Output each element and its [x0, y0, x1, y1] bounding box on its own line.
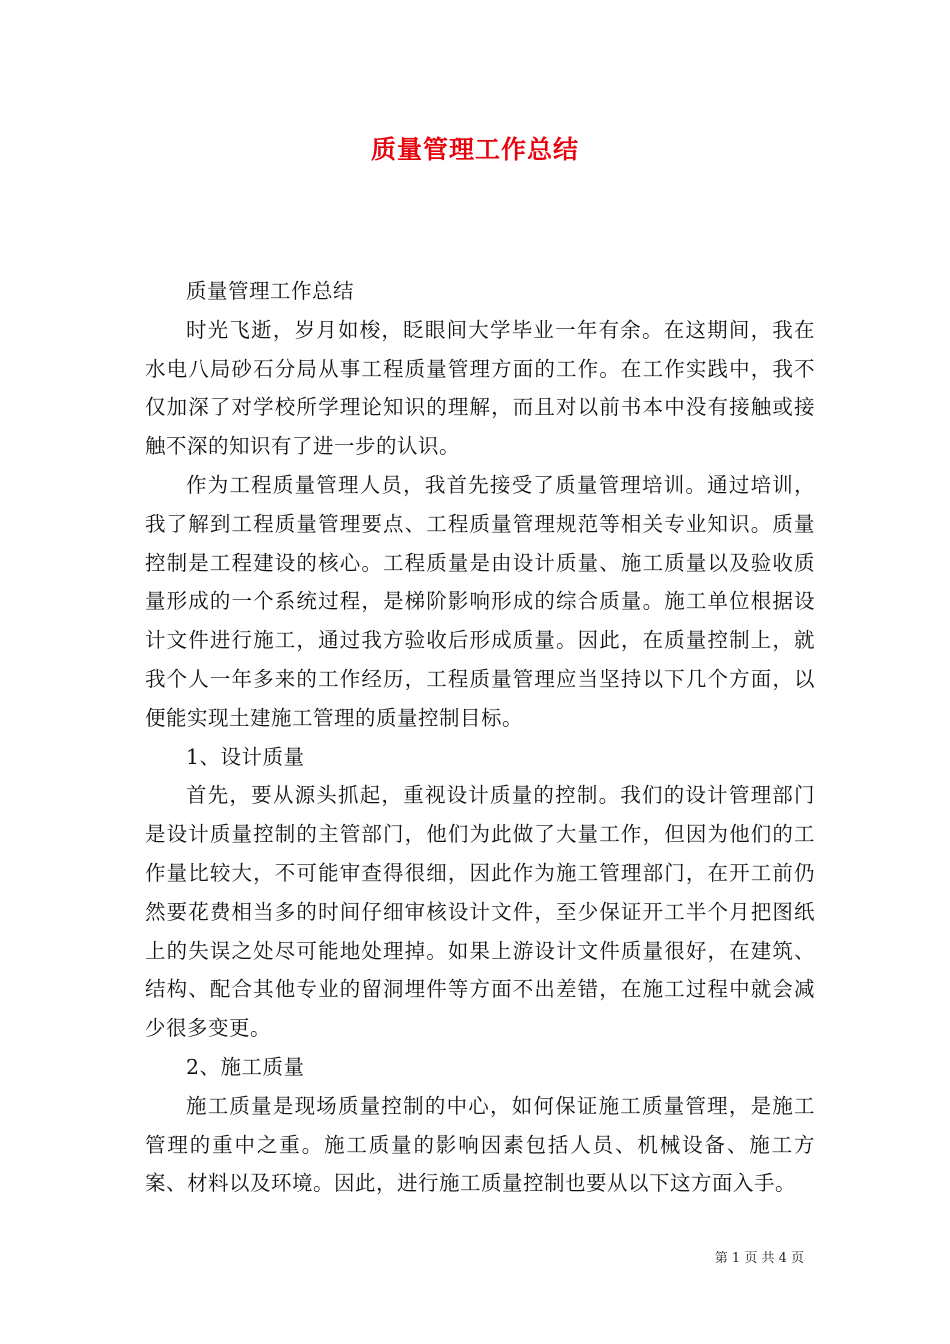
paragraph-subtitle: 质量管理工作总结	[186, 279, 354, 303]
page-title: 质量管理工作总结	[370, 135, 579, 164]
section-heading-design-quality: 1、设计质量	[186, 744, 305, 769]
section-heading-construction-quality: 2、施工质量	[186, 1054, 305, 1079]
paragraph-intro: 时光飞逝，岁月如梭，眨眼间大学毕业一年有余。在这期间，我在水电八局砂石分局从事工程质量管理方面的工作。在工作实践中，我不仅加深了对学校所学理论知识的理解，而且对以前书本中没有接触或接触不深的知识有了进一步的认识。	[145, 317, 815, 459]
page-number: 第 1 页 共 4 页	[714, 1251, 804, 1266]
document-body	[145, 272, 815, 1203]
paragraph-construction-quality: 施工质量是现场质量控制的中心，如何保证施工质量管理，是施工管理的重中之重。施工质量的影响因素包括人员、机械设备、施工方案、材料以及环境。因此，进行施工质量控制也要从以下这方面入手。	[145, 1093, 815, 1196]
paragraph-design-quality: 首先，要从源头抓起，重视设计质量的控制。我们的设计管理部门是设计质量控制的主管部门，他们为此做了大量工作，但因为他们的工作量比较大，不可能审查得很细，因此作为施工管理部门，在开工前仍然要花费相当多的时间仔细审核设计文件，至少保证开工半个月把图纸上的失误之处尽可能地处理掉。如果上游设计文件质量很好，在建筑、结构、配合其他专业的留洞埋件等方面不出差错，在施工过程中就会减少很多变更。	[145, 783, 815, 1041]
paragraph-training: 作为工程质量管理人员，我首先接受了质量管理培训。通过培训，我了解到工程质量管理要点、工程质量管理规范等相关专业知识。质量控制是工程建设的核心。工程质量是由设计质量、施工质量以及验收质量形成的一个系统过程，是梯阶影响形成的综合质量。施工单位根据设计文件进行施工，通过我方验收后形成质量。因此，在质量控制上，就我个人一年多来的工作经历，工程质量管理应当坚持以下几个方面，以便能实现土建施工管理的质量控制目标。	[145, 472, 815, 730]
